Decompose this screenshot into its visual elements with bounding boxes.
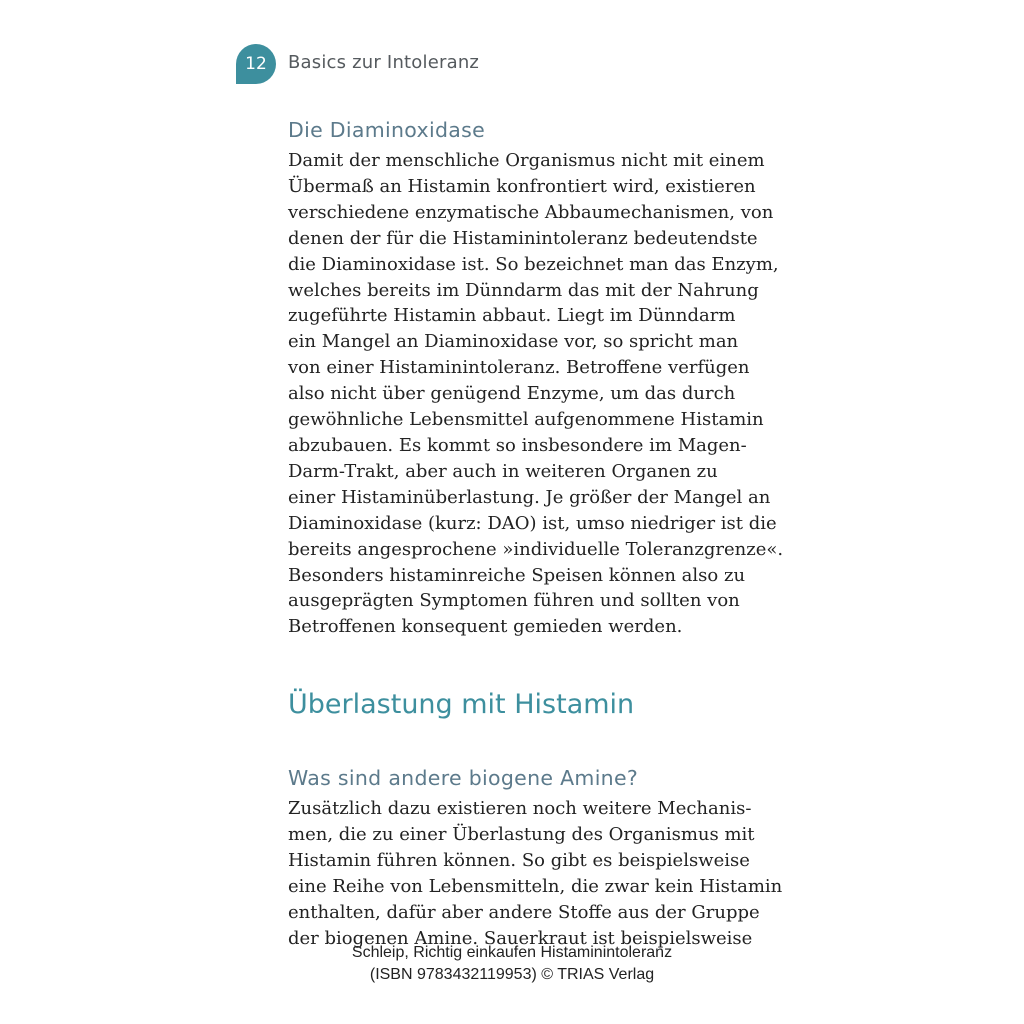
text-line: Diaminoxidase (kurz: DAO) ist, umso niedriger ist die [288, 512, 777, 534]
text-line: Besonders histaminreiche Speisen können also zu [288, 564, 746, 586]
text-line: men, die zu einer Überlastung des Organismus mit [288, 823, 755, 845]
text-line: bereits angesprochene »individuelle Toleranzgrenze«. [288, 538, 784, 560]
text-line: Darm-Trakt, aber auch in weiteren Organen zu [288, 460, 718, 482]
text-line: Damit der menschliche Organismus nicht mit einem [288, 150, 765, 171]
running-title: Basics zur Intoleranz [288, 52, 480, 73]
text-line: einer Histaminüberlastung. Je größer der Mangel an [288, 486, 771, 508]
footer-citation-line-2: (ISBN 9783432119953) © TRIAS Verlag [369, 966, 655, 983]
text-line: der biogenen Amine. Sauerkraut ist beispielsweise [288, 927, 753, 949]
text-line: eine Reihe von Lebensmitteln, die zwar kein Histamin [288, 875, 783, 897]
text-line: gewöhnliche Lebensmittel aufgenommene Histamin [288, 409, 764, 431]
text-line: von einer Histaminintoleranz. Betroffene verfügen [288, 357, 750, 379]
section-body-biogene-amine [288, 796, 783, 951]
text-line: verschiedene enzymatische Abbaumechanismen, von [288, 201, 774, 223]
text-line: denen der für die Histaminintoleranz bedeutendste [288, 227, 758, 249]
text-line: Histamin führen können. So gibt es beispielsweise [288, 849, 750, 871]
text-line: welches bereits im Dünndarm das mit der Nahrung [288, 279, 759, 301]
text-line: Betroffenen konsequent gemieden werden. [288, 616, 683, 638]
text-line: ausgeprägten Symptomen führen und sollten von [288, 590, 740, 612]
section-body-diaminoxidase [288, 148, 784, 640]
text-line: also nicht über genügend Enzyme, um das durch [288, 383, 736, 405]
page-number: 12 [245, 54, 267, 74]
text-line: zugeführte Histamin abbaut. Liegt im Dünndarm [288, 305, 736, 327]
section-heading-ueberlastung: Überlastung mit Histamin [288, 689, 635, 720]
page-number-badge [236, 44, 276, 84]
section-subheading-biogene-amine: Was sind andere biogene Amine? [288, 766, 639, 790]
text-line: Zusätzlich dazu existieren noch weitere Mechanis- [288, 798, 752, 819]
footer-citation-line-1: Schleip, Richtig einkaufen Histaminintoleranz [351, 944, 673, 961]
text-line: die Diaminoxidase ist. So bezeichnet man das Enzym, [288, 253, 779, 275]
text-line: enthalten, dafür aber andere Stoffe aus der Gruppe [288, 901, 760, 923]
text-line: ein Mangel an Diaminoxidase vor, so spricht man [288, 331, 739, 353]
section-subheading-diaminoxidase: Die Diaminoxidase [288, 118, 486, 142]
text-line: abzubauen. Es kommt so insbesondere im Magen- [288, 434, 747, 456]
text-line: Übermaß an Histamin konfrontiert wird, existieren [288, 175, 756, 197]
